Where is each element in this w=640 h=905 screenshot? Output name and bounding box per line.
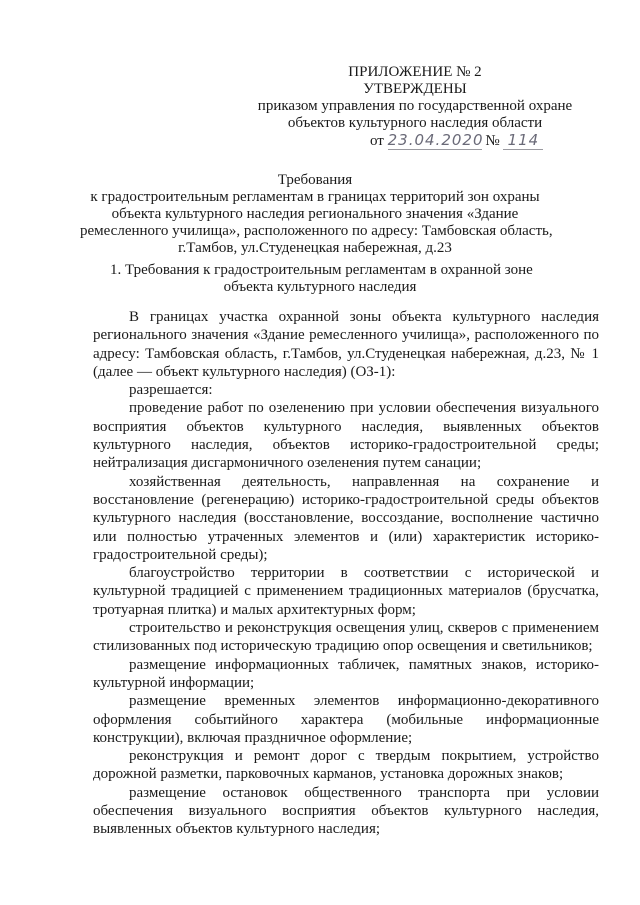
paragraph: благоустройство территории в соответствии с исторической и культурной традицией с применением традиционных материалов (брусчатка, тротуарная плитка) и малых архитектурных форм;	[93, 565, 599, 618]
section-heading	[110, 262, 533, 296]
section-heading-line-2: объекта культурного наследия	[223, 279, 417, 295]
order-number-handwritten: 114	[503, 132, 543, 150]
paragraph: В границах участка охранной зоны объекта культурного наследия регионального значения «Здание ремесленного училища», расположенного по адресу: Тамбовская область, г.Тамбов, ул.Студенецкая набережная, д.23, № 1 (далее — объект культурного наследия) (ОЗ-1):	[93, 309, 599, 380]
order-issuer-line-2: объектов культурного наследия области	[287, 115, 543, 131]
title-line-2: к градостроительным регламентам в границах территорий зон охраны	[90, 189, 540, 205]
title-line-5: г.Тамбов, ул.Студенецкая набережная, д.23	[178, 240, 452, 256]
body-text	[93, 308, 599, 839]
paragraph: размещение остановок общественного транспорта при условии обеспечения визуального восприятия объектов культурного наследия, выявленных объектов культурного наследия;	[93, 784, 599, 838]
document-title	[80, 172, 553, 257]
paragraph: размещение временных элементов информационно-декоративного оформления событийного характера (мобильные информационные конструкции), включая праздничное оформление;	[93, 693, 599, 746]
order-number-label: №	[485, 133, 500, 149]
order-issuer-line-1: приказом управления по государственной охране	[257, 98, 573, 114]
paragraph: хозяйственная деятельность, направленная на сохранение и восстановление (регенерацию) историко-градостроительной среды объектов культурного наследия (восстановление, воссоздание, восполнение частично или полностью утраченных элементов и (или) характеристик историко-градостроительной среды);	[93, 473, 599, 563]
paragraph: реконструкция и ремонт дорог с твердым покрытием, устройство дорожной разметки, парковочных карманов, установка дорожных знаков;	[93, 748, 599, 783]
paragraph: проведение работ по озеленению при условии обеспечения визуального восприятия объектов культурного наследия, выявленных объектов культурного наследия, объектов историко-градостроительной среды; нейтрализация дисгармоничного озеленения путем санации;	[93, 400, 599, 472]
appendix-label: ПРИЛОЖЕНИЕ № 2	[348, 64, 482, 80]
paragraph: разрешается:	[129, 382, 213, 399]
title-line-4: ремесленного училища», расположенного по адресу: Тамбовская область,	[80, 223, 553, 239]
order-from-label: от	[370, 133, 384, 149]
paragraph: размещение информационных табличек, памятных знаков, историко-культурной информации;	[93, 656, 599, 691]
paragraph: строительство и реконструкция освещения улиц, скверов с применением стилизованных под историческую традицию опор освещения и светильников;	[93, 620, 599, 655]
approved-label: УТВЕРЖДЕНЫ	[363, 81, 467, 97]
title-line-3: объекта культурного наследия регионального значения «Здание	[111, 206, 519, 222]
approval-header	[250, 64, 580, 150]
title-line-1: Требования	[277, 172, 353, 188]
order-reference	[250, 132, 580, 150]
section-heading-line-1: 1. Требования к градостроительным регламентам в охранной зоне	[110, 262, 533, 278]
order-date-handwritten: 23.04.2020	[387, 131, 484, 149]
